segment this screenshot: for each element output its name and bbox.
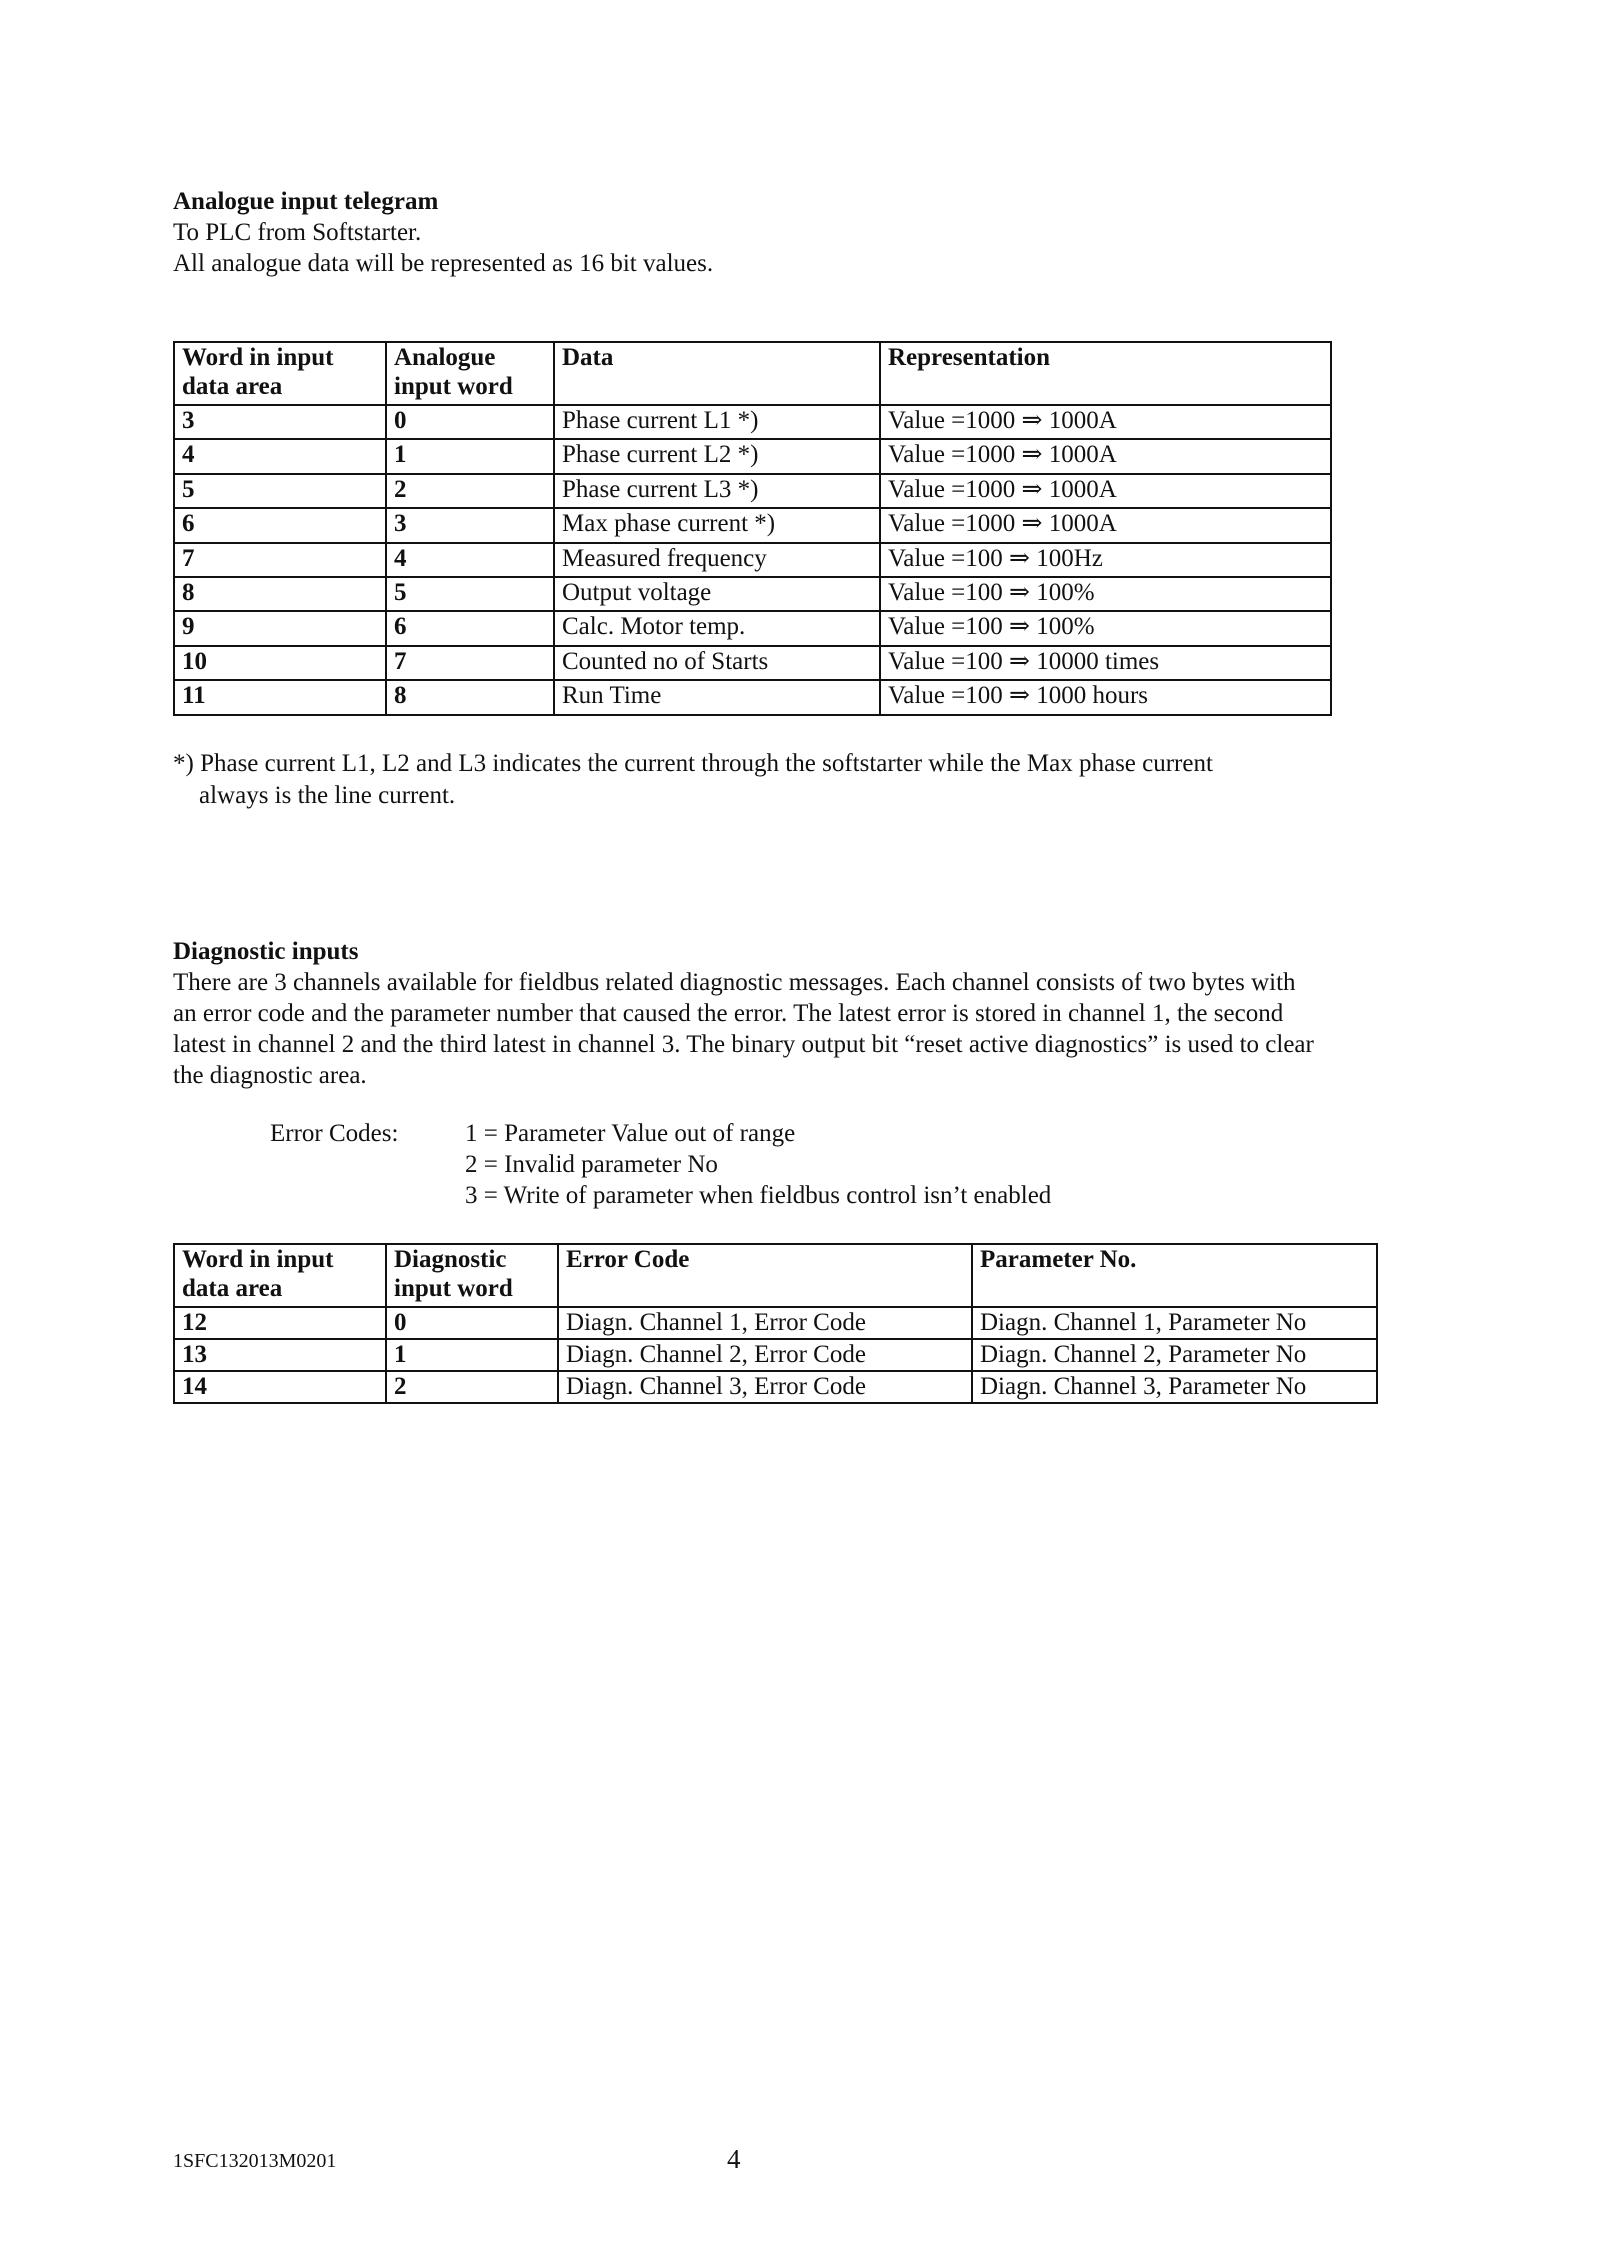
column-header-line xyxy=(566,1274,971,1303)
table-cell: 6 xyxy=(386,611,554,645)
table-row xyxy=(174,1307,1377,1339)
table-cell: 12 xyxy=(174,1307,386,1339)
table-cell: Value =100 ⇒ 100% xyxy=(880,611,1331,645)
column-header-line: input word xyxy=(394,373,513,400)
table-cell: Value =1000 ⇒ 1000A xyxy=(880,508,1331,542)
table-cell: Output voltage xyxy=(554,577,880,611)
error-codes-list xyxy=(465,1118,1051,1211)
footnote-line: *) Phase current L1, L2 and L3 indicates the current through the softstarter while the Max phase current xyxy=(173,750,1213,777)
table-cell: Measured frequency xyxy=(554,543,880,577)
column-header-line: Representation xyxy=(888,344,1051,371)
table-cell: Phase current L3 *) xyxy=(554,474,880,508)
error-code-item: 1 = Parameter Value out of range xyxy=(465,1120,796,1147)
table-row xyxy=(174,543,1331,577)
table-cell: 4 xyxy=(386,543,554,577)
diagnostic-input-table xyxy=(173,1243,1378,1404)
table-cell: 6 xyxy=(174,508,386,542)
table-row xyxy=(174,474,1331,508)
table-cell: 0 xyxy=(386,1307,558,1339)
table-cell: 3 xyxy=(174,405,386,439)
table-cell: 14 xyxy=(174,1371,386,1403)
paragraph-line: latest in channel 2 and the third latest in channel 3. The binary output bit “reset active diagnostics” is used to clear xyxy=(173,1031,1314,1058)
section-heading: Diagnostic inputs xyxy=(173,938,359,965)
column-header-line xyxy=(980,1274,1376,1303)
table-cell: 1 xyxy=(386,1339,558,1371)
table-row xyxy=(174,1339,1377,1371)
table-cell: Diagn. Channel 3, Error Code xyxy=(558,1371,972,1403)
column-header-line: Parameter No. xyxy=(980,1246,1137,1273)
table-cell: Diagn. Channel 2, Parameter No xyxy=(972,1339,1377,1371)
table-cell: Value =1000 ⇒ 1000A xyxy=(880,405,1331,439)
table-row xyxy=(174,439,1331,473)
column-header xyxy=(558,1244,972,1307)
analogue-section xyxy=(173,186,713,279)
paragraph-line: There are 3 channels available for fieldbus related diagnostic messages. Each channel consists of two bytes with xyxy=(173,969,1296,996)
column-header-line: Data xyxy=(562,344,614,371)
column-header-line: Analogue xyxy=(394,344,496,371)
table-row xyxy=(174,405,1331,439)
table-cell: 13 xyxy=(174,1339,386,1371)
table-cell: Value =1000 ⇒ 1000A xyxy=(880,474,1331,508)
table-header-row xyxy=(174,342,1331,405)
column-header-line xyxy=(562,372,879,401)
error-code-item: 2 = Invalid parameter No xyxy=(465,1151,718,1178)
column-header-line: input word xyxy=(394,1275,513,1302)
table-cell: Value =100 ⇒ 100Hz xyxy=(880,543,1331,577)
error-code-item: 3 = Write of parameter when fieldbus control isn’t enabled xyxy=(465,1182,1052,1209)
table-cell: Value =1000 ⇒ 1000A xyxy=(880,439,1331,473)
table-cell: 5 xyxy=(174,474,386,508)
table-cell: Phase current L2 *) xyxy=(554,439,880,473)
column-header-line: Diagnostic xyxy=(394,1246,507,1273)
table-cell: 3 xyxy=(386,508,554,542)
analogue-input-table xyxy=(173,341,1332,716)
table-cell: 10 xyxy=(174,646,386,680)
column-header xyxy=(386,342,554,405)
table-cell: Diagn. Channel 2, Error Code xyxy=(558,1339,972,1371)
column-header-line xyxy=(888,372,1330,401)
table-cell: 7 xyxy=(386,646,554,680)
table-cell: 2 xyxy=(386,474,554,508)
table-cell: 11 xyxy=(174,680,386,714)
column-header-line: data area xyxy=(182,1275,283,1302)
table-cell: Diagn. Channel 1, Error Code xyxy=(558,1307,972,1339)
footnote-line: always is the line current. xyxy=(199,782,456,809)
column-header xyxy=(880,342,1331,405)
table-cell: Diagn. Channel 1, Parameter No xyxy=(972,1307,1377,1339)
table-cell: Phase current L1 *) xyxy=(554,405,880,439)
table-cell: Run Time xyxy=(554,680,880,714)
column-header xyxy=(554,342,880,405)
table-row xyxy=(174,577,1331,611)
section-intro-line: To PLC from Softstarter. xyxy=(173,219,422,246)
column-header-line: Error Code xyxy=(566,1246,690,1273)
column-header xyxy=(972,1244,1377,1307)
table-cell: 1 xyxy=(386,439,554,473)
table-cell: Calc. Motor temp. xyxy=(554,611,880,645)
table-row xyxy=(174,611,1331,645)
table-cell: Max phase current *) xyxy=(554,508,880,542)
table-cell: Value =100 ⇒ 1000 hours xyxy=(880,680,1331,714)
table-cell: 2 xyxy=(386,1371,558,1403)
column-header-line: Word in input xyxy=(182,344,334,371)
table-row xyxy=(174,646,1331,680)
column-header xyxy=(174,1244,386,1307)
diagnostic-heading xyxy=(173,936,358,967)
column-header xyxy=(174,342,386,405)
error-codes-label: Error Codes: xyxy=(270,1120,399,1147)
table-cell: Diagn. Channel 3, Parameter No xyxy=(972,1371,1377,1403)
table-row xyxy=(174,680,1331,714)
table-cell: 4 xyxy=(174,439,386,473)
table-cell: Counted no of Starts xyxy=(554,646,880,680)
table-cell: 8 xyxy=(174,577,386,611)
column-header-line: data area xyxy=(182,373,283,400)
document-id: 1SFC132013M0201 xyxy=(173,2150,337,2172)
table-cell: 9 xyxy=(174,611,386,645)
diagnostic-paragraph xyxy=(173,967,1423,1091)
column-header-line: Word in input xyxy=(182,1246,334,1273)
table-cell: 7 xyxy=(174,543,386,577)
table-cell: 8 xyxy=(386,680,554,714)
section-heading: Analogue input telegram xyxy=(173,188,439,215)
table-cell: Value =100 ⇒ 10000 times xyxy=(880,646,1331,680)
table-cell: 5 xyxy=(386,577,554,611)
paragraph-line: the diagnostic area. xyxy=(173,1062,367,1089)
column-header xyxy=(386,1244,558,1307)
table-cell: 0 xyxy=(386,405,554,439)
page-number: 4 xyxy=(727,2144,741,2174)
table-row xyxy=(174,1371,1377,1403)
section-intro-line: All analogue data will be represented as 16 bit values. xyxy=(173,250,714,277)
table-row xyxy=(174,508,1331,542)
paragraph-line: an error code and the parameter number that caused the error. The latest error is stored in channel 1, the second xyxy=(173,1000,1284,1027)
table-cell: Value =100 ⇒ 100% xyxy=(880,577,1331,611)
table-header-row xyxy=(174,1244,1377,1307)
